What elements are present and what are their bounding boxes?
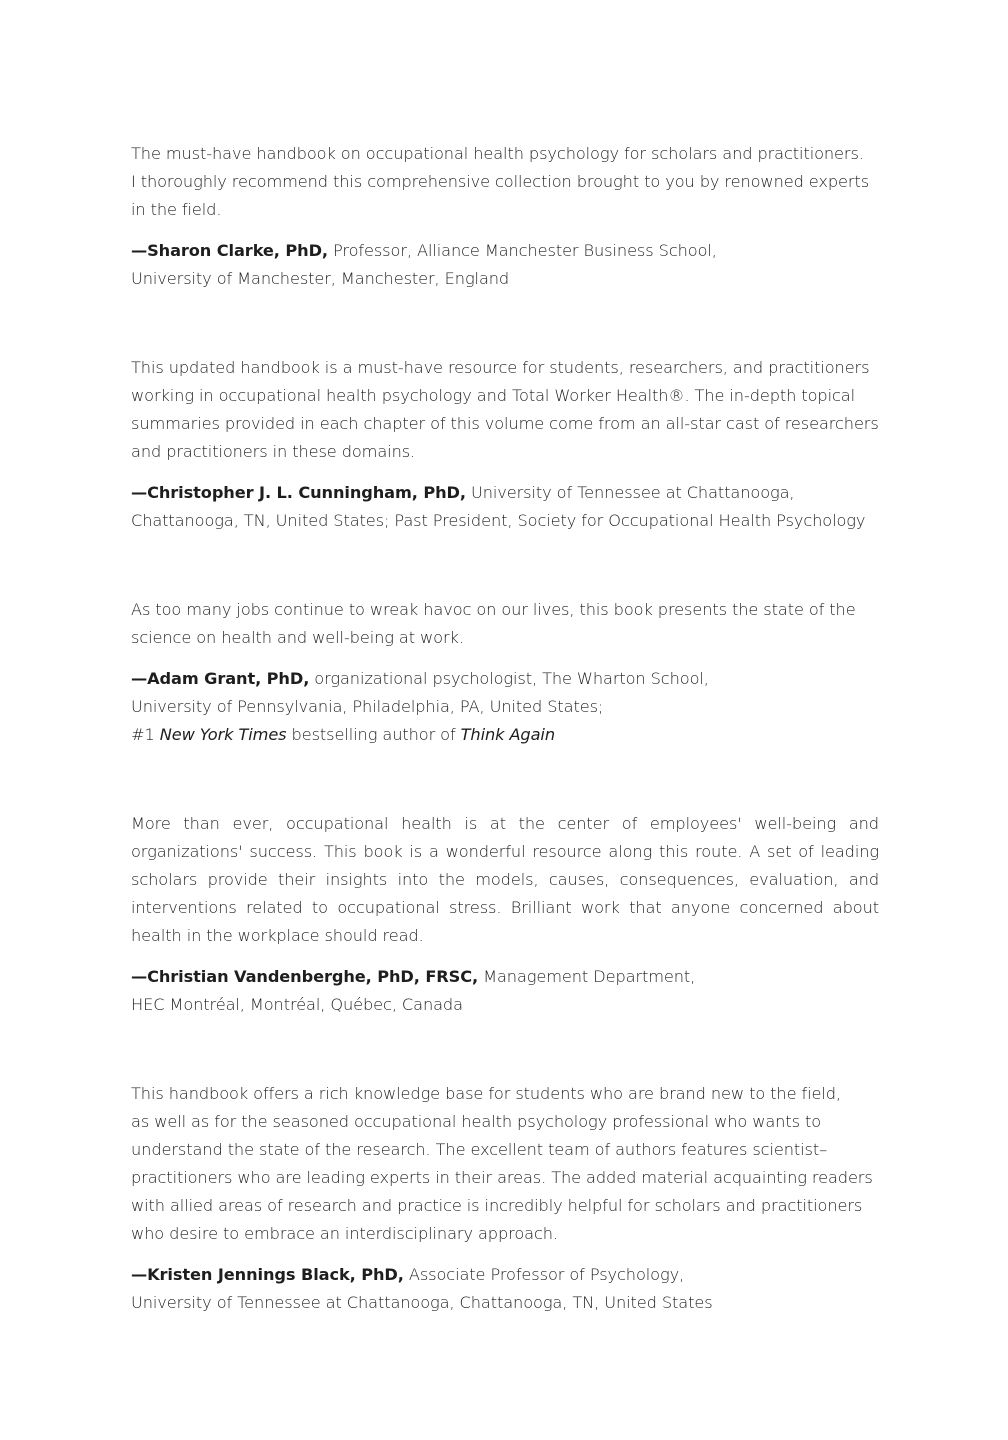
- endorser-credential: #1 New York Times bestselling author of Think Again: [131, 725, 555, 744]
- endorsement-4: [131, 810, 879, 1019]
- endorsements-page: [131, 140, 879, 1378]
- endorser-affiliation: University of Tennessee at Chattanooga,: [465, 483, 795, 502]
- endorser-affiliation: HEC Montréal, Montréal, Québec, Canada: [131, 995, 463, 1014]
- endorsement-attribution: [131, 963, 879, 1019]
- endorsement-attribution: [131, 479, 879, 535]
- endorser-affiliation: organizational psychologist, The Wharton School,: [309, 669, 709, 688]
- endorsement-attribution: [131, 665, 879, 749]
- endorsement-quote: This updated handbook is a must-have resource for students, researchers, and practitioners working in occupational health psychology and Total Worker Health®. The in-depth topical summaries provided in each chapter of this volume come from an all-star cast of researchers and practitioners in these domains.: [131, 358, 879, 461]
- endorser-affiliation: Associate Professor of Psychology,: [403, 1265, 685, 1284]
- endorsement-attribution: [131, 237, 879, 293]
- book-title: Think Again: [460, 725, 555, 744]
- endorser-affiliation: Professor, Alliance Manchester Business School,: [327, 241, 717, 260]
- endorsement-2: [131, 354, 879, 535]
- endorser-affiliation: University of Manchester, Manchester, England: [131, 269, 510, 288]
- endorser-name: —Adam Grant, PhD,: [131, 669, 310, 688]
- endorsement-attribution: [131, 1261, 879, 1317]
- endorser-name: —Christopher J. L. Cunningham, PhD,: [131, 483, 466, 502]
- endorsement-quote: This handbook offers a rich knowledge base for students who are brand new to the field, as well as for the seasoned occupational health psychology professional who wants to understand the state of the research. The excellent team of authors features scientist– practitioners who are leading experts in their areas. The added material acquainting readers with allied areas of research and practice is incredibly helpful for scholars and practitioners who desire to embrace an interdisciplinary approach.: [131, 1084, 873, 1243]
- endorser-affiliation: University of Tennessee at Chattanooga, Chattanooga, TN, United States: [131, 1293, 713, 1312]
- endorsement-1: [131, 140, 879, 293]
- endorsement-quote: More than ever, occupational health is at the center of employees' well-being and organizations' success. This book is a wonderful resource along this route. A set of leading scholars provide their insights into the models, causes, consequences, evaluation, and interventions related to occupational stress. Brilliant work that anyone concerned about health in the workplace should read.: [131, 814, 879, 945]
- endorser-name: —Kristen Jennings Black, PhD,: [131, 1265, 404, 1284]
- endorsement-3: [131, 596, 879, 749]
- endorsement-quote: The must-have handbook on occupational health psychology for scholars and practitioners. I thoroughly recommend this comprehensive collection brought to you by renowned experts in the field.: [131, 144, 870, 219]
- endorser-affiliation: University of Pennsylvania, Philadelphia, PA, United States;: [131, 697, 604, 716]
- endorser-affiliation: Chattanooga, TN, United States; Past President, Society for Occupational Health Psychology: [131, 511, 866, 530]
- endorser-affiliation: Management Department,: [478, 967, 696, 986]
- endorser-name: —Christian Vandenberghe, PhD, FRSC,: [131, 967, 479, 986]
- endorsement-quote: As too many jobs continue to wreak havoc on our lives, this book presents the state of the science on health and well-being at work.: [131, 600, 856, 647]
- endorsement-5: [131, 1080, 879, 1317]
- newspaper-title: New York Times: [159, 725, 287, 744]
- endorser-name: —Sharon Clarke, PhD,: [131, 241, 328, 260]
